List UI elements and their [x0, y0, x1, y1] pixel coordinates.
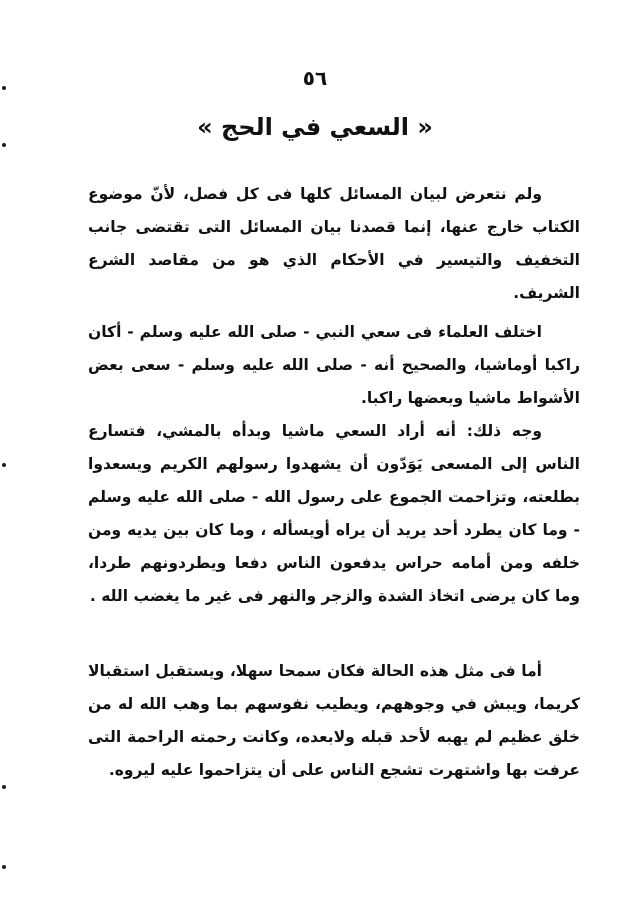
- scan-mark: [2, 785, 6, 789]
- paragraph-1-text: ولم نتعرض لبيان المسائل كلها فى كل فصل، لأنّ موضوع الكتاب خارج عنها، إنما قصدنا بيان المسائل التى تقتضى جانب التخفيف والتيسير في الأحكام الذي هو من مقاصد الشرع الشريف.: [88, 185, 580, 302]
- scan-mark: [2, 463, 6, 467]
- paragraph-2-continuation: وجه ذلك: أنه أراد السعي ماشيا وبدأه بالمشي، فتسارع الناس إلى المسعى يَوَدّون أن يشهدوا رسولهم الكريم ويسعدوا بطلعته، وتزاحمت الجموع على رسول الله - صلى الله عليه وسلم - وما كان يطرد أحد يريد أن يراه أويسأله ، وما كان بين يديه ومن خلفه ومن أمامه حراس يدفعون الناس دفعا ويطردونهم طردا، وما كان يرضى اتخاذ الشدة والزجر والنهر فى غير ما يغضب الله .: [88, 422, 580, 605]
- paragraph-2-text: اختلف العلماء فى سعي النبي - صلى الله عليه وسلم - أكان راكبا أوماشيا، والصحيح أنه - صلى الله عليه وسلم - سعى بعض الأشواط ماشيا وبعضها راكبا.: [88, 323, 580, 407]
- scan-mark: [2, 143, 6, 147]
- paragraph-1: [88, 178, 580, 310]
- scan-mark: [2, 865, 6, 869]
- paragraph-3-text: أما فى مثل هذه الحالة فكان سمحا سهلا، ويستقبل استقبالا كريما، ويبش في وجوههم، ويطيب نفوسهم بما وهب الله له من خلق عظيم لم يهبه لأحد قبله ولابعده، وكانت رحمته الراحمة التى عرفت بها واشتهرت تشجع الناس على أن يتزاحموا عليه ليروه.: [88, 662, 580, 779]
- paragraph-3: [88, 655, 580, 787]
- page-number: ٥٦: [302, 66, 328, 90]
- section-heading: « السعي في الحج »: [197, 113, 433, 141]
- paragraph-2: [88, 316, 580, 613]
